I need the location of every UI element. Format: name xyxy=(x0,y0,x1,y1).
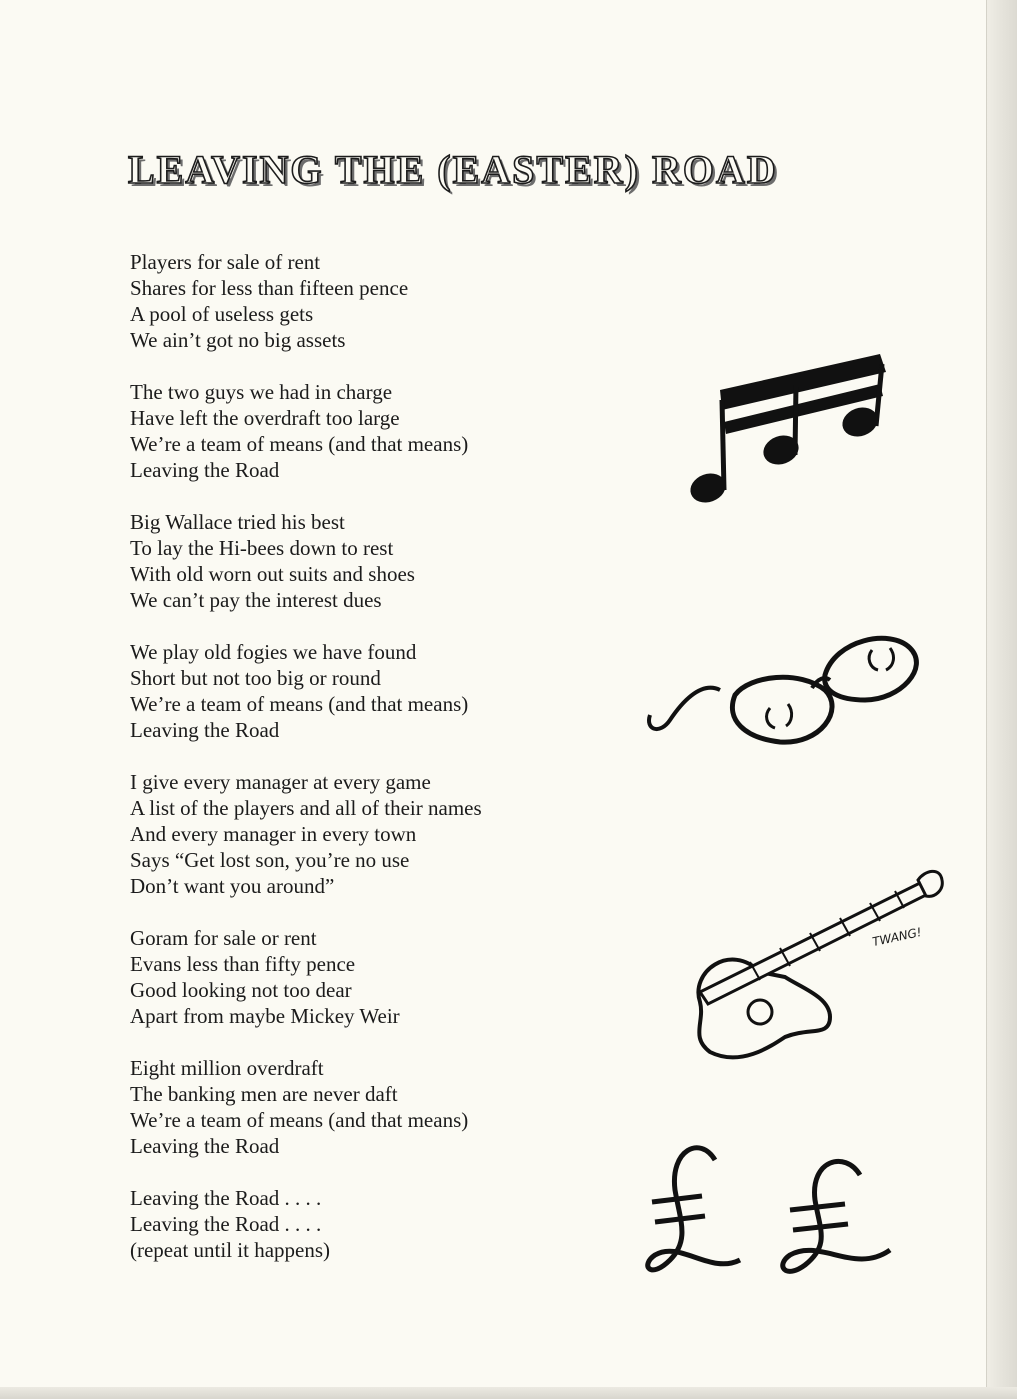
stanza-7 xyxy=(130,1055,650,1159)
poem-line: Leaving the Road xyxy=(130,718,280,742)
poem-line: And every manager in every town xyxy=(130,822,417,846)
poem-line: Leaving the Road . . . . xyxy=(130,1186,322,1210)
poem-line: We’re a team of means (and that means) xyxy=(130,692,469,716)
glasses-icon xyxy=(640,620,930,750)
page-title: LEAVING THE (EASTER) ROAD xyxy=(128,147,778,192)
stanza-1 xyxy=(130,249,650,353)
stanza-6 xyxy=(130,925,650,1029)
page-edge xyxy=(986,0,1017,1399)
poem-line: Shares for less than fifteen pence xyxy=(130,276,409,300)
poem-line: A list of the players and all of their names xyxy=(130,796,482,820)
music-notes-icon xyxy=(680,340,910,510)
poem-line: We play old fogies we have found xyxy=(130,640,417,664)
poem-line: Leaving the Road . . . . xyxy=(130,1212,322,1236)
poem-line: Eight million overdraft xyxy=(130,1056,324,1080)
poem-line: I give every manager at every game xyxy=(130,770,431,794)
poem-line: Leaving the Road xyxy=(130,1134,280,1158)
poem-line: Players for sale of rent xyxy=(130,250,321,274)
guitar-icon xyxy=(690,862,950,1062)
poem-line: Short but not too big or round xyxy=(130,666,381,690)
twang-text: TWANG! xyxy=(871,924,923,950)
stanza-3 xyxy=(130,509,650,613)
poem-line: We ain’t got no big assets xyxy=(130,328,346,352)
stanza-2 xyxy=(130,379,650,483)
poem-line: (repeat until it happens) xyxy=(130,1238,331,1262)
poem-line: We’re a team of means (and that means) xyxy=(130,432,469,456)
poem-line: Big Wallace tried his best xyxy=(130,510,345,534)
poem-line: Goram for sale or rent xyxy=(130,926,317,950)
poem-line: Apart from maybe Mickey Weir xyxy=(130,1004,400,1028)
stanza-5 xyxy=(130,769,650,899)
poem-line: The banking men are never daft xyxy=(130,1082,398,1106)
poem-line: The two guys we had in charge xyxy=(130,380,393,404)
poem-line: Good looking not too dear xyxy=(130,978,352,1002)
poem-line: Leaving the Road xyxy=(130,458,280,482)
poem-line: We’re a team of means (and that means) xyxy=(130,1108,469,1132)
poem-line: Evans less than fifty pence xyxy=(130,952,356,976)
poem-line: Don’t want you around” xyxy=(130,874,335,898)
stanza-4 xyxy=(130,639,650,743)
poem-line: Have left the overdraft too large xyxy=(130,406,400,430)
poem xyxy=(130,249,650,1289)
poem-line: With old worn out suits and shoes xyxy=(130,562,415,586)
poem-line: To lay the Hi-bees down to rest xyxy=(130,536,394,560)
pound-signs-icon xyxy=(630,1130,920,1290)
poem-line: Says “Get lost son, you’re no use xyxy=(130,848,410,872)
poem-line: We can’t pay the interest dues xyxy=(130,588,382,612)
stanza-8 xyxy=(130,1185,650,1263)
page-bottom-edge xyxy=(0,1387,1017,1399)
poem-line: A pool of useless gets xyxy=(130,302,314,326)
